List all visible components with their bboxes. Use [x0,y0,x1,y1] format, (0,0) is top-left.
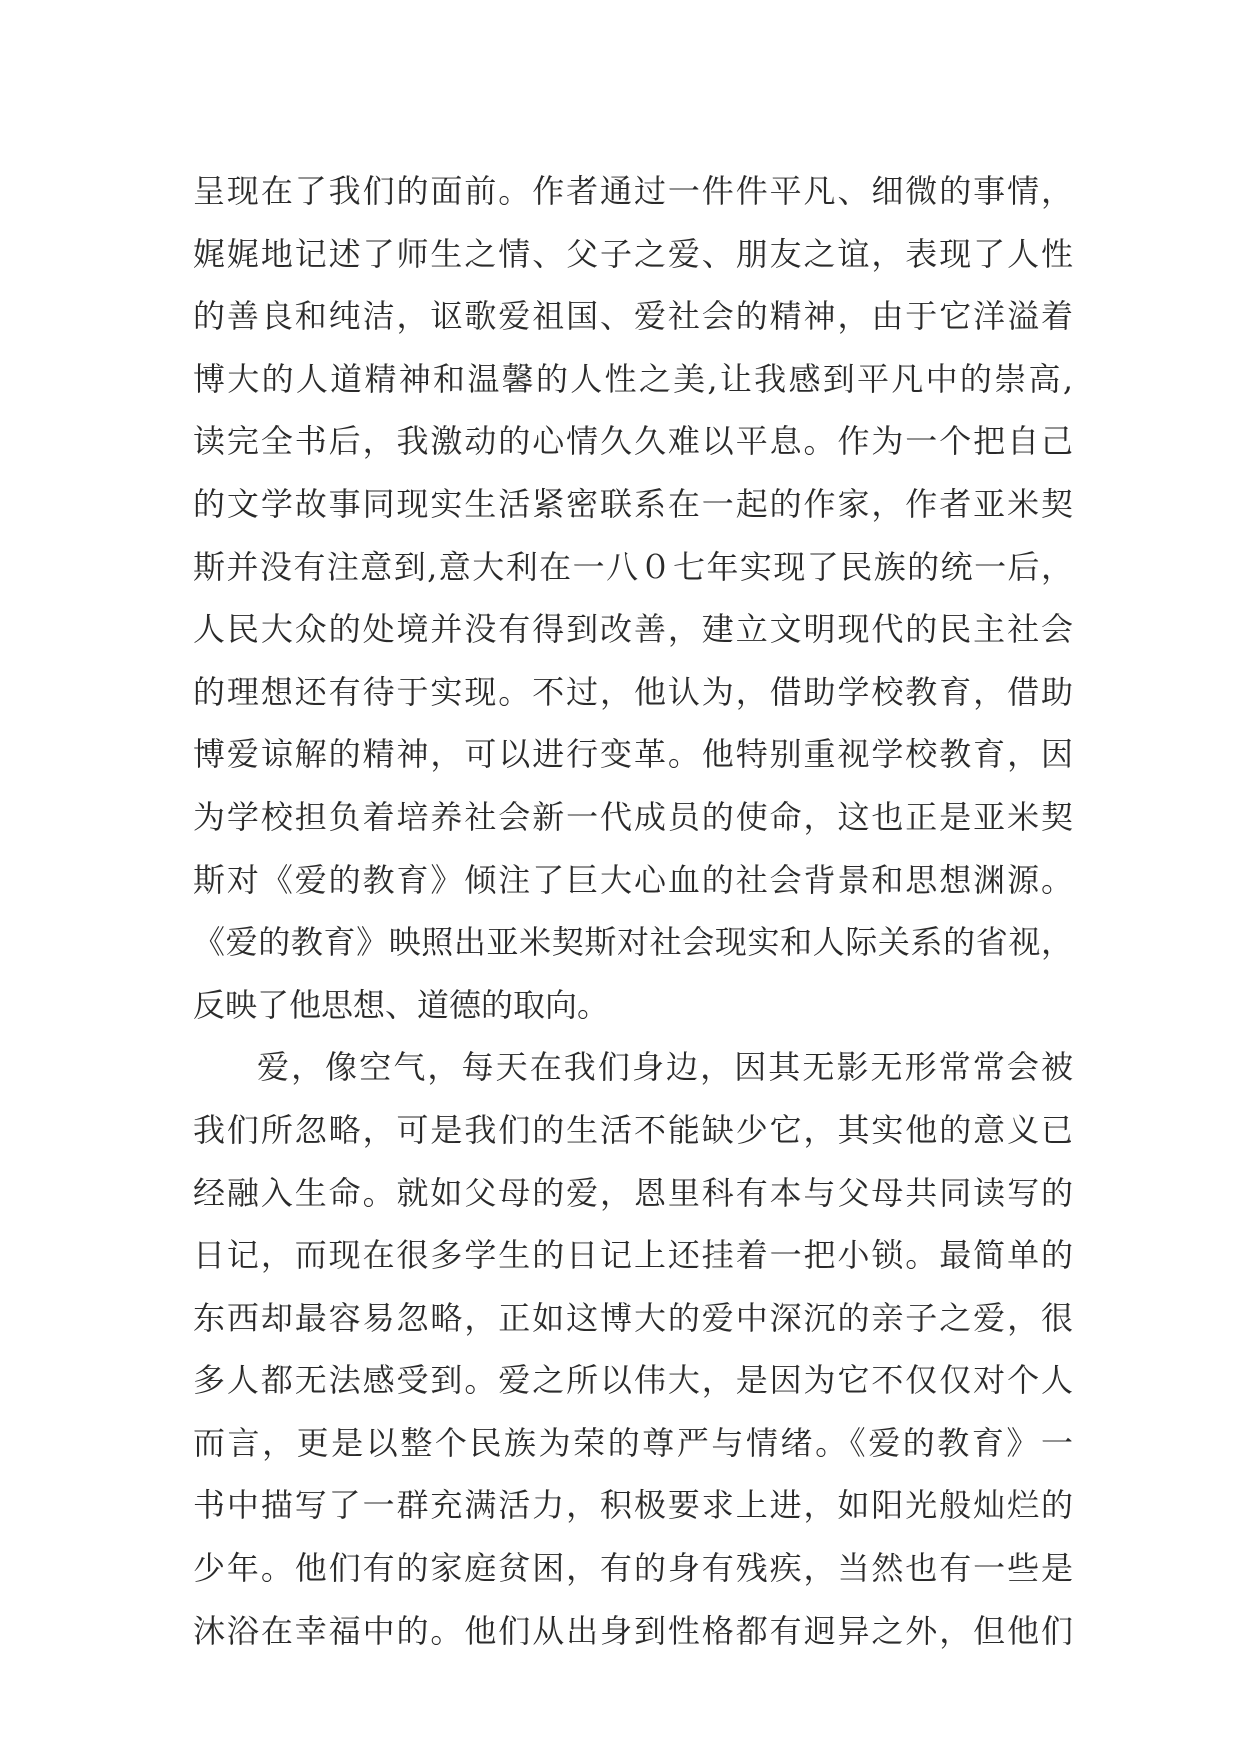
text-line: 东西却最容易忽略，正如这博大的爱中深沉的亲子之爱，很 [193,1298,1073,1337]
text-line: 斯对《爱的教育》倾注了巨大心血的社会背景和思想渊源。 [193,860,1073,899]
text-line: 呈现在了我们的面前。作者通过一件件平凡、细微的事情， [193,172,1073,210]
text-line: 而言，更是以整个民族为荣的尊严与情绪。《爱的教育》一 [193,1423,1073,1462]
text-line: 的善良和纯洁，讴歌爱祖国、爱社会的精神，由于它洋溢着 [193,297,1073,336]
text-line: 斯并没有注意到,意大利在一八０七年实现了民族的统一后， [193,547,1073,586]
text-line: 日记，而现在很多学生的日记上还挂着一把小锁。最简单的 [193,1236,1073,1275]
text-line: 我们所忽略，可是我们的生活不能缺少它，其实他的意义已 [193,1110,1073,1149]
text-line: 博爱谅解的精神，可以进行变革。他特别重视学校教育，因 [193,735,1073,774]
text-line: 人民大众的处境并没有得到改善，建立文明现代的民主社会 [193,610,1073,649]
text-line: 的文学故事同现实生活紧密联系在一起的作家，作者亚米契 [193,484,1073,523]
body-text [193,160,1073,1662]
text-line: 经融入生命。就如父母的爱，恩里科有本与父母共同读写的 [193,1173,1073,1212]
text-line: 沐浴在幸福中的。他们从出身到性格都有迥异之外，但他们 [193,1611,1073,1650]
text-line: 博大的人道精神和温馨的人性之美,让我感到平凡中的崇高, [193,359,1073,398]
paragraph-1 [193,160,1073,1036]
text-line: 反映了他思想、道德的取向。 [193,985,610,1024]
text-line: 少年。他们有的家庭贫困，有的身有残疾，当然也有一些是 [193,1549,1073,1588]
paragraph-2 [193,1036,1073,1662]
text-line: 爱，像空气，每天在我们身边，因其无影无形常常会被 [257,1048,1073,1087]
text-line: 的理想还有待于实现。不过，他认为，借助学校教育，借助 [193,672,1073,711]
text-line: 娓娓地记述了师生之情、父子之爱、朋友之谊，表现了人性 [193,234,1073,273]
text-line: 多人都无法感受到。爱之所以伟大，是因为它不仅仅对个人 [193,1361,1073,1400]
text-line: 《爱的教育》映照出亚米契斯对社会现实和人际关系的省视， [193,923,1073,962]
text-line: 书中描写了一群充满活力，积极要求上进，如阳光般灿烂的 [193,1486,1073,1525]
text-line: 为学校担负着培养社会新一代成员的使命，这也正是亚米契 [193,797,1073,836]
text-line: 读完全书后，我激动的心情久久难以平息。作为一个把自己 [193,422,1073,461]
